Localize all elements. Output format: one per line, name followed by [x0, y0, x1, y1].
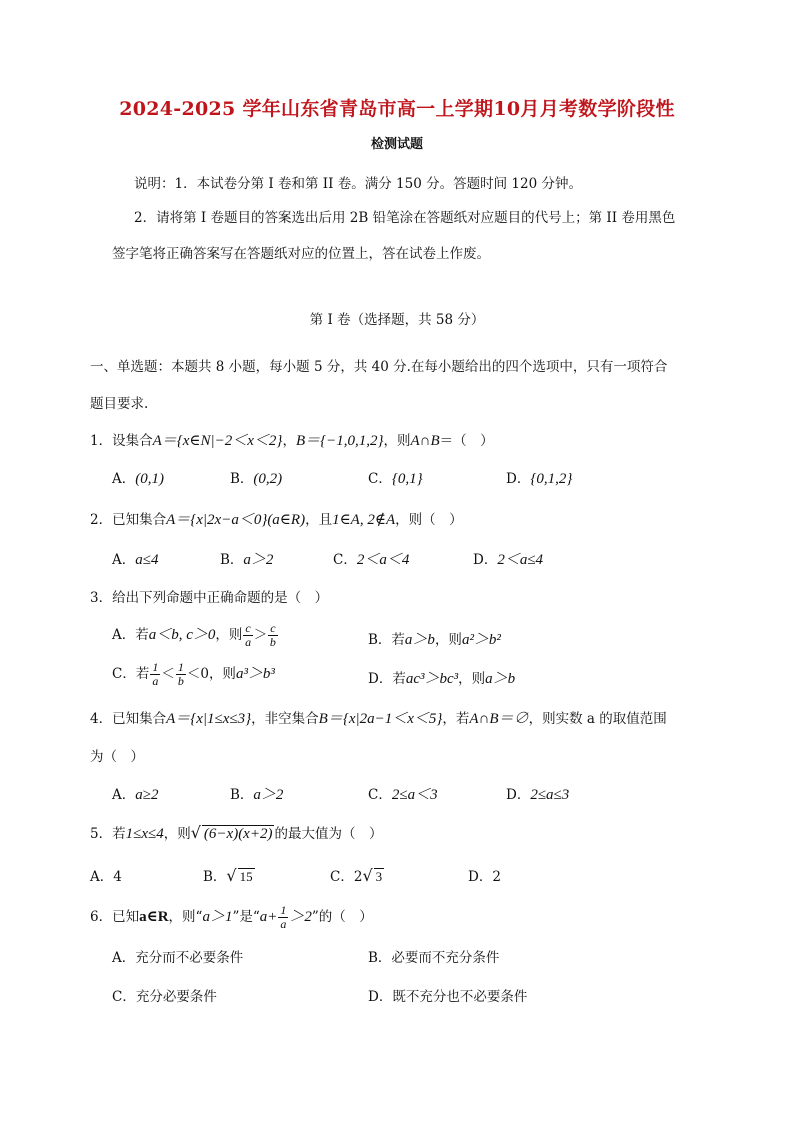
q3-frac-c-over-b: $\frac{c}{b}$	[269, 621, 276, 649]
q1-option-d[interactable]: D．{0,1,2}	[506, 471, 573, 487]
q4-option-c[interactable]: C．2≤a＜3	[368, 787, 438, 803]
q3-frac-c-over-a: $\frac{c}{a}$	[245, 621, 252, 649]
question-4-stem: 4．已知集合A＝{x|1≤x≤3}，非空集合B＝{x|2a−1＜x＜5}，若A∩B＝∅，则实数 a 的取值范围	[90, 711, 667, 727]
q6-option-c[interactable]: C．充分必要条件	[112, 989, 217, 1005]
instruction-line-3: 签字笔将正确答案写在答题纸对应的位置上，答在试卷上作废。	[112, 246, 490, 262]
q5-radicand: (6−x)(x+2)	[203, 826, 273, 842]
q3-frac-1-over-b: $\frac{1}{b}$	[177, 660, 184, 688]
q5-option-a[interactable]: A．4	[90, 869, 122, 885]
q1-set-a: A＝{x∈N|−2＜x＜2}	[152, 433, 283, 449]
q6-option-a[interactable]: A．充分而不必要条件	[112, 950, 244, 966]
q1-option-b[interactable]: B．(0,2)	[230, 471, 283, 487]
q3-option-b[interactable]: B．若a＞b，则a²＞b²	[368, 632, 501, 648]
exam-title: 2024-2025 学年山东省青岛市高一上学期10月月考数学阶段性	[119, 98, 675, 120]
q2-option-b[interactable]: B．a＞2	[220, 552, 274, 568]
q2-option-c[interactable]: C．2＜a＜4	[333, 552, 410, 568]
q4-option-a[interactable]: A．a≥2	[112, 787, 159, 803]
q2-cond: 1∈A, 2∉A	[332, 512, 396, 528]
q1-text-d: ＝（ ）	[439, 433, 494, 449]
q3-option-c[interactable]: C．若 $\frac{1}{a}$ ＜ $\frac{1}{b}$ ＜0，则a³＞b³	[112, 660, 275, 688]
question-2-stem: 2．已知集合A＝{x|2x−a＜0}(a∈R)，且1∈A, 2∉A，则（ ）	[90, 512, 463, 528]
q5-option-b[interactable]: B．√ 15	[203, 866, 253, 885]
q4-option-b[interactable]: B．a＞2	[230, 787, 284, 803]
q1-text-c: ，则	[383, 433, 411, 449]
q1-option-a[interactable]: A．(0,1)	[112, 471, 164, 487]
exam-subtitle: 检测试题	[370, 137, 423, 152]
q3-frac-1-over-a: $\frac{1}{a}$	[152, 660, 159, 688]
q1-set-b: B＝{−1,0,1,2}	[295, 433, 384, 449]
section-heading: 第 I 卷（选择题，共 58 分）	[309, 312, 485, 328]
q1-text-a: 1．设集合	[90, 433, 153, 449]
q5-option-c[interactable]: C．2√ 3	[330, 866, 383, 885]
question-4-stem-cont: 为（ ）	[90, 749, 144, 765]
q5-sqrt-sign: √	[190, 823, 201, 842]
q1-option-c[interactable]: C．{0,1}	[368, 471, 423, 487]
q2-option-a[interactable]: A．a≤4	[112, 552, 159, 568]
question-1-stem	[90, 429, 494, 450]
section-intro-2: 题目要求.	[90, 396, 149, 412]
question-3-stem: 3．给出下列命题中正确命题的是（ ）	[90, 590, 329, 606]
question-5-stem: 5．若1≤x≤4，则√ (6−x)(x+2) 的最大值为（ ）	[90, 823, 383, 842]
q6-option-d[interactable]: D．既不充分也不必要条件	[368, 989, 528, 1005]
q4-option-d[interactable]: D．2≤a≤3	[506, 787, 570, 803]
q2-set: A＝{x|2x−a＜0}(a∈R)	[166, 512, 306, 528]
instruction-line-1: 说明：1．本试卷分第 I 卷和第 II 卷。满分 150 分。答题时间 120 分钟。	[134, 176, 582, 192]
q6-frac-1-over-a: $\frac{1}{a}$	[280, 903, 287, 931]
q5-option-d[interactable]: D．2	[468, 869, 501, 885]
q3-option-d[interactable]: D．若ac³＞bc³，则a＞b	[368, 671, 516, 687]
q1-text-b: ，	[282, 433, 296, 449]
q1-expr: A∩B	[410, 433, 440, 449]
q6-option-b[interactable]: B．必要而不充分条件	[368, 950, 500, 966]
question-6-stem: 6．已知a∈R，则“a＞1”是“a+ $\frac{1}{a}$ ＞2”的（ ）	[90, 903, 373, 931]
q3-option-a[interactable]: A．若a＜b, c＞0，则 $\frac{c}{a}$ ＞ $\frac{c}{b}$	[112, 621, 276, 649]
section-intro-1: 一、单选题：本题共 8 小题，每小题 5 分，共 40 分.在每小题给出的四个选项中，只有一项符合	[90, 359, 668, 375]
instruction-line-2: 2．请将第 I 卷题目的答案选出后用 2B 铅笔涂在答题纸对应题目的代号上；第 II 卷用黑色	[134, 210, 676, 226]
q2-option-d[interactable]: D．2＜a≤4	[473, 552, 544, 568]
